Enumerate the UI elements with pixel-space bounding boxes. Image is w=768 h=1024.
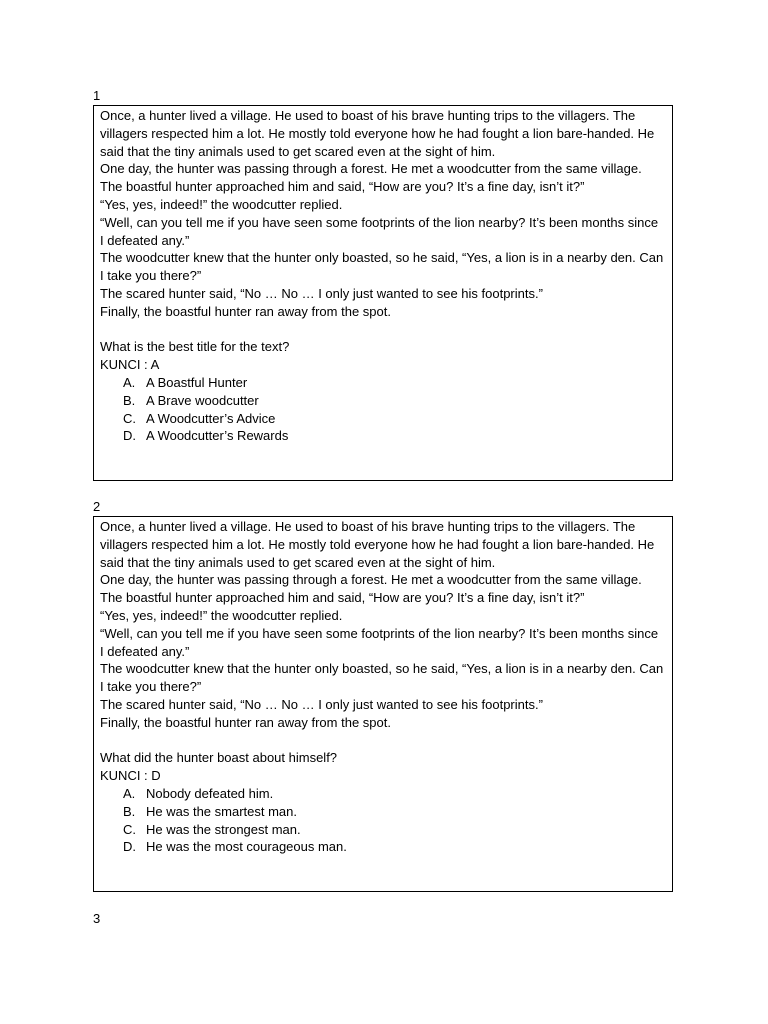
option-list [100,785,664,856]
passage-paragraph: The woodcutter knew that the hunter only boasted, so he said, “Yes, a lion is in a nearby den. Can I take you there?” [100,250,664,284]
option-letter: C. [123,410,136,426]
option-letter: D. [123,839,136,855]
option-text: He was the smartest man. [146,803,297,819]
passage-paragraph: Finally, the boastful hunter ran away from the spot. [100,303,391,319]
passage-paragraph: Finally, the boastful hunter ran away from the spot. [100,714,391,730]
question-number: 1 [93,88,101,103]
passage-paragraph: One day, the hunter was passing through a forest. He met a woodcutter from the same village. [100,161,642,177]
question-text: What is the best title for the text? [100,339,290,355]
question-box [93,105,673,481]
option-text: He was the most courageous man. [146,839,347,855]
spacer [100,321,664,339]
question-box [93,516,673,892]
question-number: 3 [93,911,101,926]
option-text: He was the strongest man. [146,821,301,837]
option-list [100,374,664,445]
option-item [123,410,664,428]
question-text: What did the hunter boast about himself? [100,750,338,766]
option-item [123,838,664,856]
passage-paragraph: The woodcutter knew that the hunter only boasted, so he said, “Yes, a lion is in a nearby den. Can I take you there?” [100,661,664,695]
passage-paragraph: The scared hunter said, “No … No … I only just wanted to see his footprints.” [100,285,543,301]
option-letter: D. [123,428,136,444]
option-letter: B. [123,803,136,819]
passage-paragraph: Once, a hunter lived a village. He used to boast of his brave hunting trips to the villagers. The villagers respected him a lot. He mostly told everyone how he had fought a lion bare-handed. He said that the tiny animals used to get scared even at the sight of him. [100,519,655,570]
option-item [123,785,664,803]
option-text: A Woodcutter’s Rewards [146,428,289,444]
answer-key: KUNCI : D [100,768,161,784]
passage-paragraph: “Yes, yes, indeed!” the woodcutter replied. [100,607,343,623]
option-item [123,803,664,821]
spacer [100,732,664,750]
option-letter: A. [123,374,136,390]
option-letter: B. [123,392,136,408]
option-item [123,821,664,839]
passage-paragraph: “Yes, yes, indeed!” the woodcutter replied. [100,196,343,212]
passage-paragraph: The boastful hunter approached him and said, “How are you? It’s a fine day, isn’t it?” [100,179,585,195]
question-number: 2 [93,499,101,514]
option-item [123,374,664,392]
passage-paragraph: Once, a hunter lived a village. He used to boast of his brave hunting trips to the villagers. The villagers respected him a lot. He mostly told everyone how he had fought a lion bare-handed. He said that the tiny animals used to get scared even at the sight of him. [100,108,655,159]
passage-paragraph: “Well, can you tell me if you have seen some footprints of the lion nearby? It’s been months since I defeated any.” [100,214,659,248]
option-letter: A. [123,785,136,801]
passage-paragraph: The scared hunter said, “No … No … I only just wanted to see his footprints.” [100,696,543,712]
option-letter: C. [123,821,136,837]
passage-paragraph: “Well, can you tell me if you have seen some footprints of the lion nearby? It’s been months since I defeated any.” [100,625,659,659]
answer-key: KUNCI : A [100,357,160,373]
option-item [123,427,664,445]
passage-paragraph: One day, the hunter was passing through a forest. He met a woodcutter from the same village. [100,572,642,588]
option-text: A Woodcutter’s Advice [146,410,276,426]
passage-paragraph: The boastful hunter approached him and said, “How are you? It’s a fine day, isn’t it?” [100,590,585,606]
option-item [123,392,664,410]
option-text: Nobody defeated him. [146,785,274,801]
option-text: A Boastful Hunter [146,374,248,390]
option-text: A Brave woodcutter [146,392,259,408]
